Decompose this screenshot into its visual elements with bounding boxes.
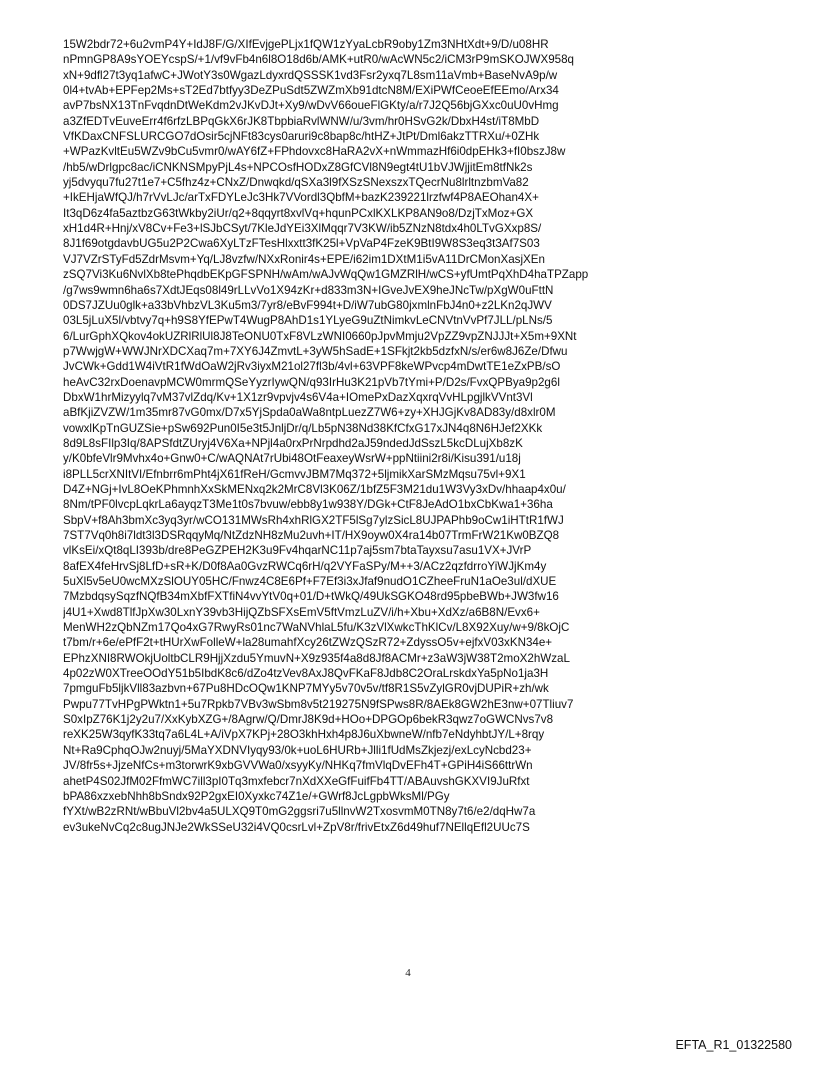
text-line: 7ST7Vq0h8i7ldt3l3DSRqqyMq/NtZdzNH8zMu2uvh+IT/HX9oyw0X4ra14b07TrmFrW21Kw0BZQ8 [63, 529, 560, 542]
text-line: VfKDaxCNFSLURCGO7dOsir5cjNFt83cys0aruri9c8bap8c/htHZ+JtPt/Dml6akzTTRXu/+0ZHk [63, 130, 540, 144]
text-line: t7bm/r+6e/ePfF2t+tHUrXwFolleW+la28umahfXcy26tZWzQSzR72+ZdyssO5v+ejfxV03xKN34e+ [63, 636, 553, 650]
document-id: EFTA_R1_01322580 [675, 1038, 792, 1052]
text-line: 8afEX4feHrvSj8LfD+sR+K/D0f8Aa0GvzRWCq6rH/q2VYFaSPy/M++3/ACz2qzfdrroYiWJjKm4y [63, 559, 547, 573]
text-line: a3ZfEDTvEuveErr4f6rfzLBPqGkX6rJK8TbpbiaRvlWNW/u/3vm/hr0HSvG2k/DbxH4st/iT8MbD [63, 114, 540, 128]
text-line: 8Nm/tPF0lvcpLqkrLa6ayqzT3Me1t0s7bvuw/ebb8y1w938Y/DGk+CtF8JeAdO1bxCbKwa1+36ha [63, 498, 553, 512]
text-line: 4p02zW0XTreeOOdY51b5IbdK8c6/dZo4tzVev8AxJ8QvFKaF8Jdb8C2OraLrskdxYa5pNo1ja3H [63, 667, 549, 681]
text-line: xN+9dfl27t3yq1afwC+JWotY3s0WgazLdyxrdQSSSK1vd3Fsr2yxq7L8sm11aVmb+BaseNvA9p/w [63, 68, 558, 82]
text-line: 0l4+tvAb+EPFep2Ms+sT2Ed7btfyy3DeZPuSdt5ZWZmXb91dtcN8M/EXiPWfCeoeEfEEmo/Arx34 [63, 84, 559, 98]
text-line: 15W2bdr72+6u2vmP4Y+IdJ8F/G/XIfEvjgePLjx1fQW1zYyaLcbR9oby1Zm3NHtXdt+9/D/u08HR [63, 38, 549, 51]
encoded-text-block [63, 37, 763, 835]
text-line: SbpV+f8Ah3bmXc3yq3yr/wCO131MWsRh4xhRlGX2TF5lSg7ylzSicL8UJPAPhb9oCw1iHTtR1fWJ [63, 513, 564, 527]
text-line: MenWH2zQbNZm17Qo4xG7RwyRs01nc7WaNVhlaL5fu/K3zVlXwkcThKlCv/L8X92Xuy/w+9/8kOjC [63, 621, 570, 635]
text-line: S0xIpZ76K1j2y2u7/XxKybXZG+/8Agrw/Q/DmrJ8K9d+HOo+DPGOp6bekR3qwz7oGWCNvs7v8 [63, 713, 554, 727]
text-line: ahetP4S02JfM02FfmWC7ill3pI0Tq3mxfebcr7nXdXXeGfFuifFb4TT/ABAuvshGKXVI9JuRfxt [63, 774, 530, 788]
text-line: +IkEHjaWfQJ/h7rVvLJc/arTxFDYLeJc3Hk7VVordl3QbfM+bazK239221lrzfwf4P8AEOhan4X+ [63, 191, 539, 205]
text-line: 5uXl5v5eU0wcMXzSlOUY05HC/Fnwz4C8E6Pf+F7Ef3i3xJfaf9nudO1CZheeFruN1aOe3ul/dXUE [63, 575, 557, 589]
text-line: /hb5/wDrlgpc8ac/iCNKNSMpyPjL4s+NPCOsfHODxZ8GfCVl8N9egt4tU1bVJWjjitEm8tfNk2s [63, 160, 533, 174]
text-line: 7MzbdqsySqzfNQfB34mXbfFXTfiN4vvYtV0q+01/D+tWkQ/49UkSGKO48rd95pbeBWb+JW3fw16 [63, 590, 559, 604]
text-line: xH1d4R+Hnj/xV8Cv+Fe3+lSJbCSyt/7KleJdYEi3XlMqqr7V3KW/ib5ZNzN8tdx4h0LTvGXxp8S/ [63, 222, 542, 236]
text-line: avP7bsNX13TnFvqdnDtWeKdm2vJKvDJt+Xy9/wDvV66oueFlGKty/a/r7J2Q56bjGXxc0uU0vHmg [63, 99, 559, 113]
text-line: y/K0bfeVlr9Mvhx4o+Gnw0+C/wAQNAt7rUbi48OtFeaxeyWsrW+ppNtiini2r8i/Kisu391/u18j [63, 452, 521, 466]
text-line: /g7ws9wmn6ha6s7XdtJEqs08l49rLLvVo1X94zKr+d833m3N+IGveJvEX9heJNcTw/pXgW0uFttN [63, 283, 554, 297]
text-line: 0DS7JZUu0glk+a33bVhbzVL3Ku5m3/7yr8/eBvF994t+D/iW7ubG80jxmlnFbJ4n0+z2LKn2qJWV [63, 298, 552, 312]
text-line: p7WwjgW+WWJNrXDCXaq7m+7XY6J4ZmvtL+3yW5hSadE+1SFkjt2kb5dzfxN/s/er6w8J6Ze/Dfwu [63, 344, 568, 358]
text-line: i8PLL5crXNItVI/Efnbrr6mPht4jX61fReH/GcmvvJBM7Mq372+5ljmikXarSMzMqsu75vl+9X1 [63, 467, 526, 481]
text-line: DbxW1hrMizyylq7vM37vlZdq/Kv+1X1zr9vpvjv4s6V4a+IOmePxDazXqxrqVvHLpgjlkVVnt3Vl [63, 390, 533, 404]
text-line: heAvC32rxDoenavpMCW0mrmQSeYyzrIywQN/q93IrHu3K21pVb7tYmi+P/D2s/FvxQPBya9p2g6l [63, 375, 560, 389]
text-line: D4Z+NGj+IvL8OeKPhmnhXxSkMENxq2k2MrC8Vl3K06Z/1bfZ5F3M21du1W3Vy3xDv/hhaap4x0u/ [63, 482, 566, 496]
text-line: JvCWk+Gdd1W4iVtR1fWdOaW2jRv3iyxM21ol27fl3b/4vl+63VPF8keWPvcp4mDwtTE1eZxPB/sO [63, 360, 561, 374]
text-line: It3qD6z4fa5aztbzG63tWkby2iUr/q2+8qqyrt8xvlVq+hqunPCxlKXLKP8AN9o8/DzjTxMoz+GX [63, 206, 534, 220]
text-line: reXK25W3qyfK33tq7a6L4L+A/iVpX7KPj+28O3khHxh4p8J6uXbwneW/nfb7eNdyhbtJY/L+8rqy [63, 728, 545, 742]
text-line: Pwpu77TvHPgPWktn1+5u7Rpkb7VBv3wSbm8v5t219275N9fSPws8R/8AEk8GW2hE3nw+07Tliuv7 [63, 697, 574, 711]
text-line: 8J1f69otgdavbUG5u2P2Cwa6XyLTzFTesHlxxtt3fK25l+VpVaP4FzeK9BtI9W8S3eq3t3Af7S03 [63, 237, 540, 251]
text-line: 03L5jLuX5l/vbtvy7q+h9S8YfEPwT4WugP8AhD1s1YLyeG9uZtNimkvLeCNVtnVvPf7JLL/pLNs/5 [63, 314, 553, 328]
text-line: +WPazKvltEu5WZv9bCu5vmr0/wAY6fZ+FPhdovxc8HaRA2vX+nWmmazHf6i0dpEHk3+fI0bszJ8w [63, 145, 566, 159]
text-line: vowxlKpTnGUZSie+pSw692Pun0I5e3t5JnljDr/q/Lb5pN38Nd38KfCfxG17xJN4q8N6HJef2XKk [63, 421, 543, 435]
page-number: 4 [405, 967, 411, 979]
text-line: fYXt/wB2zRNt/wBbuVl2bv4a5ULXQ9T0mG2ggsri7u5llnvW2TxosvmM0TN8y7t6/e2/dqHw7a [63, 805, 536, 819]
text-line: JV/8fr5s+JjzeNfCs+m3torwrK9xbGVVWa0/xsyyKy/NHKq7fmVlqDvEFh4T+GPiH4iS66ttrWn [63, 759, 533, 773]
text-line: 6/LurGphXQkov4okUZRlRlUl8J8TeONU0TxF8VLzWNI0660pJpvMmju2VpZZ9vpZNJJJt+X5m+9XNt [63, 329, 577, 343]
text-line: 8d9L8sFIlp3Iq/8APSfdtZUryj4V6Xa+NPjl4a0rxPrNrpdhd2aJ59ndedJdSszL5kcDLujXb8zK [63, 436, 523, 450]
text-line: EPhzXNI8RWOkjUoltbCLR9HjjXzdu5YmuvN+X9z935f4a8d8Jf8ACMr+z3aW3jW38T2moX2hWzaL [63, 651, 570, 665]
text-line: vlKsEi/xQt8qLI393b/dre8PeGZPEH2K3u9Fv4hqarNC11p7aj5sm7btaTayxsu7asu1VX+JVrP [63, 544, 532, 558]
text-line: VJ7VZrSTyFd5ZdrMsvm+Yq/LJ8vzfw/NXxRonir4s+EPE/i62im1DXtM1i5vA11DrCMonXasjXEn [63, 252, 545, 266]
text-line: 7pmguFb5ljkVll83azbvn+67Pu8HDcOQw1KNP7MYy5v70v5v/tf8R1S5vZylGR0vjDUPiR+zh/wk [63, 682, 549, 696]
text-line: bPA86xzxebNhh8bSndx92P2gxEI0Xyxkc74Z1e/+GWrf8JcLgpbWksMl/PGy [63, 789, 450, 803]
text-line: Nt+Ra9CphqOJw2nuyj/5MaYXDNVIyqy93/0k+uoL6HURb+Jlli1fUdMsZkjezj/exLcyNcbd23+ [63, 743, 532, 757]
text-line: j4U1+Xwd8TlfJpXw30LxnY39vb3HijQZbSFXsEmV5ftVmzLuZV/i/h+Xbu+XdXz/a6B8N/Evx6+ [63, 605, 540, 619]
text-line: nPmnGP8A9sYOEYcspS/+1/vf9vFb4n6l8O18d6b/AMK+utR0/wAcWN5c2/iCM3rP9mSKOJWX958q [63, 53, 574, 67]
text-line: yj5dvyqu7fu27t1e7+C5fhz4z+CNxZ/Dnwqkd/qSXa3l9fXSzSNexszxTQecrNu8lrltnzbmVa82 [63, 176, 529, 190]
text-line: zSQ7Vi3Ku6NvlXb8tePhqdbEKpGFSPNH/wAm/wAJvWqQw1GMZRlH/wCS+yfUmtPqXhD4haTPZapp [63, 268, 589, 282]
text-line: ev3ukeNvCq2c8ugJNJe2WkSSeU32i4VQ0csrLvl+ZpV8r/frivEtxZ6d49huf7NEllqEfl2UUc7S [63, 820, 530, 834]
text-line: aBfKjiZVZW/1m35mr87vG0mx/D7x5YjSpda0aWa8ntpLuezZ7W6+zy+XHJGjKv8AD83y/d8xlr0M [63, 406, 556, 420]
